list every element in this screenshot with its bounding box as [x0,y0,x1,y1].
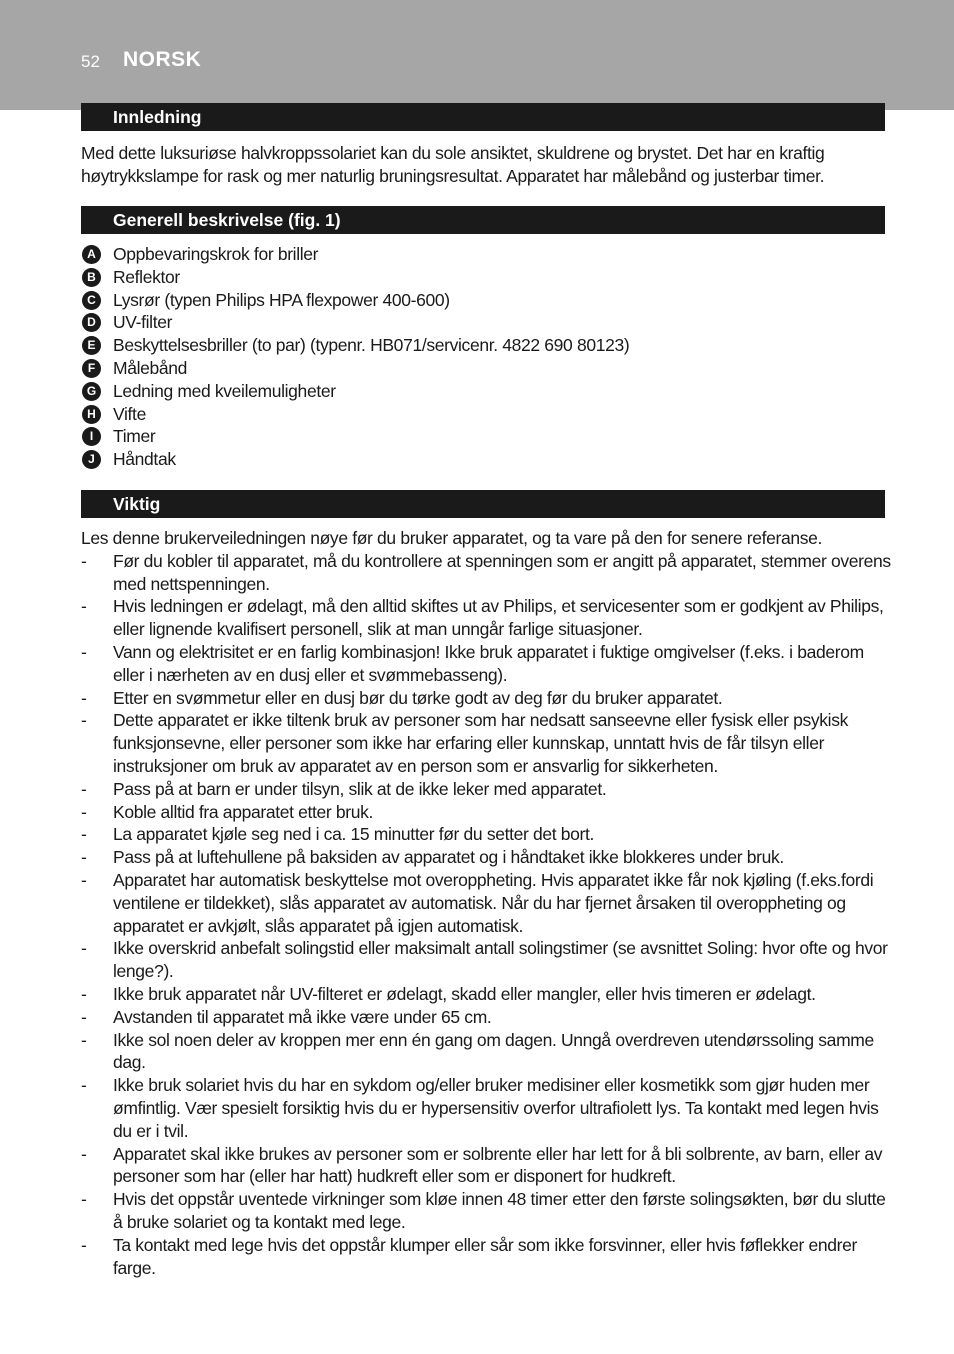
warning-item [81,709,893,777]
warning-text: Vann og elektrisitet er en farlig kombinasjon! Ikke bruk apparatet i fuktige omgivelser (f.eks. i baderom eller i nærheten av en dusj eller et svømmebasseng). [113,641,864,685]
part-label: Oppbevaringskrok for briller [113,244,319,264]
warning-text: Apparatet skal ikke brukes av personer som er solbrente eller har lett for å bli solbrente, av barn, eller av personer som har (eller har hatt) hudkreft eller som er disponert for hudkreft. [113,1143,883,1187]
part-label: Reflektor [113,266,180,287]
part-item [81,311,893,334]
section-heading-description: Generell beskrivelse (fig. 1) [81,206,885,234]
warning-text: Dette apparatet er ikke tiltenk bruk av personer som har nedsatt sanseevne eller fysisk eller psykisk funksjonsevne, eller personer som ikke har erfaring eller kunnskap, unntatt hvis de får tilsyn eller instruksjoner om bruk av apparatet av en person som er ansvarlig for sikkerheten. [113,710,849,776]
warning-item [81,846,893,869]
bullet-dash: - [81,1189,87,1210]
part-label: Lysrør (typen Philips HPA flexpower 400-600) [113,289,450,310]
bullet-dash: - [81,778,87,799]
letter-badge-icon: B [82,268,101,287]
bullet-dash: - [81,550,87,571]
warning-text: Hvis det oppstår uventede virkninger som kløe innen 48 timer etter den første solingsøkten, bør du slutte å bruke solariet og ta kontakt med lege. [113,1189,886,1232]
bullet-dash: - [81,1143,87,1164]
bullet-dash: - [81,938,87,959]
warning-text: Avstanden til apparatet må ikke være under 65 cm. [113,1006,492,1027]
letter-badge-icon: F [82,359,101,378]
language-title: NORSK [123,48,202,71]
warning-item [81,1029,893,1075]
warning-item [81,1234,893,1280]
warning-text: La apparatet kjøle seg ned i ca. 15 minutter før du setter det bort. [113,824,595,845]
bullet-dash: - [81,641,87,662]
warning-item [81,778,893,801]
warning-text: Ikke bruk solariet hvis du har en sykdom og/eller bruker medisiner eller kosmetikk som gjør huden mer ømfintlig. Vær spesielt forsiktig hvis du er hypersensitiv overfor ultrafiolett lys. Ta kontakt med legen hvis du er i tvil. [113,1075,879,1141]
warning-item [81,550,893,596]
warning-text: Etter en svømmetur eller en dusj bør du tørke godt av deg før du bruker apparatet. [113,687,723,708]
warning-item [81,869,893,937]
letter-badge-icon: D [82,313,101,332]
bullet-dash: - [81,847,87,868]
intro-text: Med dette luksuriøse halvkroppssolariet kan du sole ansiktet, skuldrene og brystet. Det har en kraftig høytrykkslampe for rask og mer naturlig bruningsresultat. Apparatet har målebånd og justerbar timer. [81,143,825,186]
letter-badge-icon: A [82,245,101,264]
section-heading-important: Viktig [81,490,885,518]
warning-text: Pass på at luftehullene på baksiden av apparatet og i håndtaket ikke blokkeres under bruk. [113,847,784,868]
warning-item [81,687,893,710]
bullet-dash: - [81,869,87,890]
parts-list-container [81,243,893,471]
letter-badge-icon: C [82,291,101,310]
warning-text: Ta kontakt med lege hvis det oppstår klumper eller sår som ikke forsvinner, eller hvis føflekker endrer farge. [113,1234,857,1278]
important-content [81,527,893,1279]
warning-text: Før du kobler til apparatet, må du kontrollere at spenningen som er angitt på apparatet, stemmer overens med nettspenningen. [113,550,891,594]
bullet-dash: - [81,1029,87,1050]
warning-item [81,937,893,983]
warning-item [81,1074,893,1142]
bullet-dash: - [81,1006,87,1027]
part-label: Målebånd [113,357,188,378]
bullet-dash: - [81,801,87,822]
warning-item [81,1188,893,1234]
letter-badge-icon: H [82,405,101,424]
part-item [81,425,893,448]
warning-item [81,801,893,824]
warning-list [81,550,893,1280]
warning-text: Ikke sol noen deler av kroppen mer enn én gang om dagen. Unngå overdreven utendørssoling samme dag. [113,1029,874,1073]
letter-badge-icon: I [82,427,101,446]
bullet-dash: - [81,710,87,731]
warning-item [81,1006,893,1029]
part-label: Beskyttelsesbriller (to par) (typenr. HB071/servicenr. 4822 690 80123) [113,335,630,356]
part-item [81,266,893,289]
part-label: Timer [113,426,156,447]
warning-item [81,641,893,687]
bullet-dash: - [81,596,87,617]
parts-list [81,243,893,471]
bullet-dash: - [81,824,87,845]
page-number: 52 [81,52,100,71]
warning-item [81,823,893,846]
part-label: UV-filter [113,312,173,333]
part-item [81,334,893,357]
part-item [81,380,893,403]
warning-text: Apparatet har automatisk beskyttelse mot overoppheting. Hvis apparatet ikke får nok kjøling (f.eks.fordi ventilene er tildekket), slås apparatet av automatisk. Når du har fjernet årsaken til overoppheting og apparatet er avkjølt, slås apparatet på igjen automatisk. [113,869,874,936]
warning-item [81,983,893,1006]
important-intro: Les denne brukerveiledningen nøye før du bruker apparatet, og ta vare på den for senere referanse. [81,528,823,548]
letter-badge-icon: G [82,382,101,401]
letter-badge-icon: E [82,336,101,355]
bullet-dash: - [81,1234,87,1255]
part-label: Vifte [113,403,146,424]
part-item [81,403,893,426]
part-item [81,357,893,380]
part-item [81,289,893,312]
intro-paragraph [81,142,893,188]
part-item [81,448,893,471]
letter-badge-icon: J [82,450,101,469]
part-label: Håndtak [113,449,176,470]
bullet-dash: - [81,1075,87,1096]
warning-text: Ikke overskrid anbefalt solingstid eller maksimalt antall solingstimer (se avsnittet Soling: hvor ofte og hvor lenge?). [113,938,888,982]
warning-text: Hvis ledningen er ødelagt, må den alltid skiftes ut av Philips, et servicesenter som er godkjent av Philips, eller lignende kvalifisert personell, slik at man unngår farlige situasjoner. [113,596,884,640]
page-header [0,0,954,110]
part-item [81,243,893,266]
warning-text: Pass på at barn er under tilsyn, slik at de ikke leker med apparatet. [113,778,607,799]
warning-text: Koble alltid fra apparatet etter bruk. [113,801,374,822]
warning-item [81,595,893,641]
section-heading-intro: Innledning [81,103,885,131]
warning-text: Ikke bruk apparatet når UV-filteret er ødelagt, skadd eller mangler, eller hvis timeren er ødelagt. [113,983,816,1004]
bullet-dash: - [81,687,87,708]
bullet-dash: - [81,983,87,1004]
part-label: Ledning med kveilemuligheter [113,380,336,401]
warning-item [81,1143,893,1189]
